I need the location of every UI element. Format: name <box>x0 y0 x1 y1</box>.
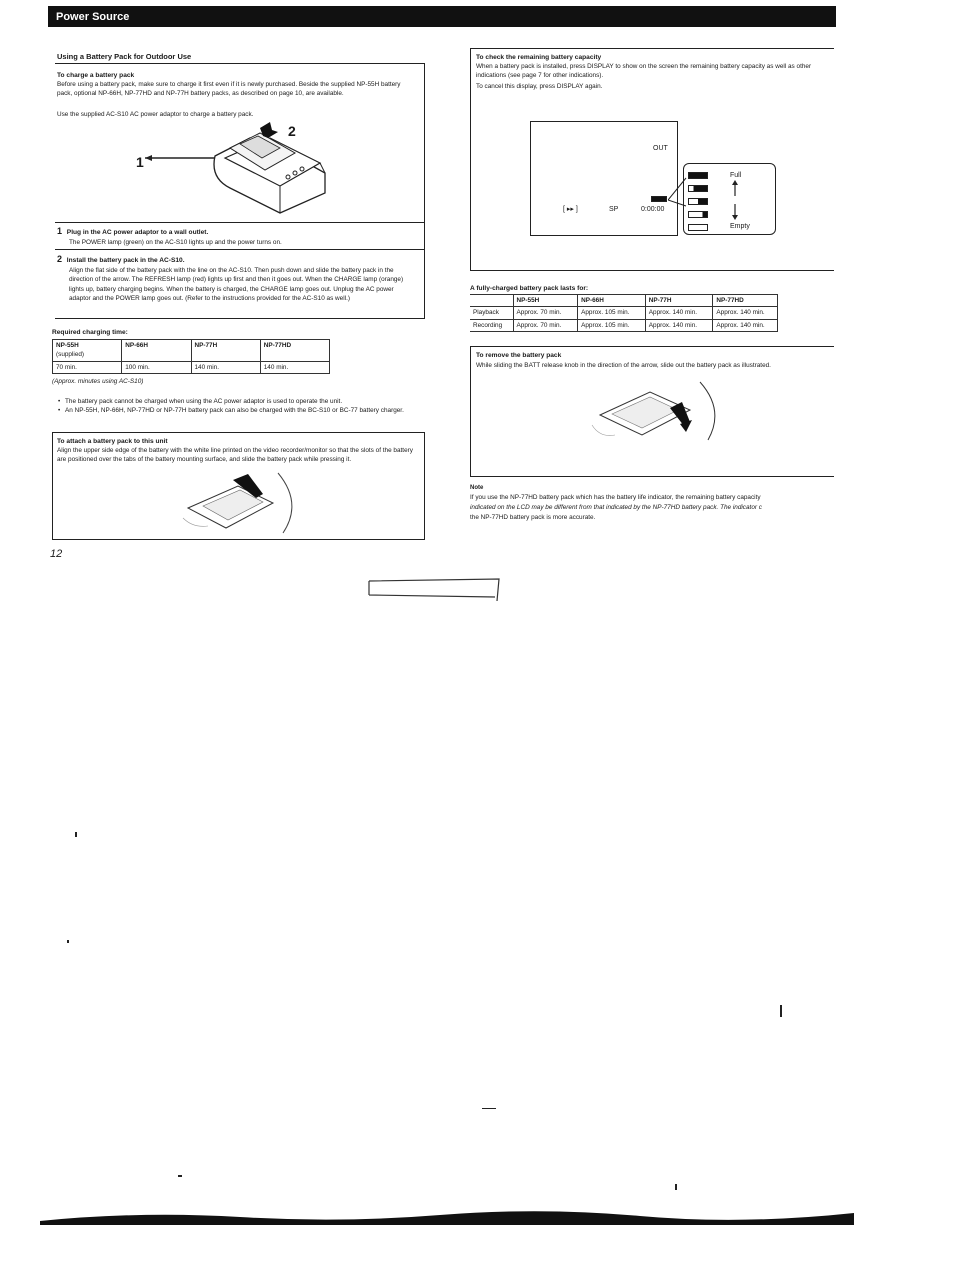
table-cell: Approx. 70 min. <box>513 319 578 331</box>
remove-heading: To remove the battery pack <box>476 352 562 359</box>
battery-gauge-panel <box>683 163 776 235</box>
step-2-title: Install the battery pack in the AC-S10. <box>66 257 185 264</box>
battery-half-icon <box>688 198 708 205</box>
table-cell: Approx. 105 min. <box>578 307 646 319</box>
scan-speck <box>675 1184 677 1190</box>
table-cell: Recording <box>470 319 513 331</box>
table-cell: Approx. 140 min. <box>713 319 778 331</box>
left-section-title: Using a Battery Pack for Outdoor Use <box>57 52 192 61</box>
list-item: • The battery pack cannot be charged when using the AC power adaptor is used to operate the unit. <box>65 397 425 406</box>
remove-rule-bottom <box>470 476 834 477</box>
attach-heading: To attach a battery pack to this unit <box>57 438 168 445</box>
charging-time-table <box>52 339 330 374</box>
remove-rule-top <box>470 346 834 347</box>
charging-notes-list <box>57 397 425 416</box>
charging-supplied-note: (supplied) <box>56 351 85 359</box>
lasts-col-blank <box>470 295 513 307</box>
section-rule <box>55 63 425 64</box>
scan-speck <box>780 1005 782 1017</box>
step-1-text: The POWER lamp (green) on the AC-S10 lights up and the power turns on. <box>69 239 282 247</box>
scan-speck <box>178 1175 182 1177</box>
table-cell: Approx. 140 min. <box>713 307 778 319</box>
scan-speck <box>67 940 69 943</box>
charging-time-heading: Required charging time: <box>52 329 128 336</box>
steps-rule-bottom <box>55 318 425 319</box>
lasts-col-np77hd: NP-77HD <box>713 295 778 307</box>
capacity-text-2: To cancel this display, press DISPLAY again. <box>476 83 603 90</box>
capacity-heading: To check the remaining battery capacity <box>476 54 602 61</box>
lcd-out-label: OUT <box>653 145 668 152</box>
section-header-bar <box>48 6 836 27</box>
lcd-counter: 0:00:00 <box>641 206 665 213</box>
step-1-number: 1 <box>57 226 63 236</box>
table-row <box>470 319 778 331</box>
charge-heading: To charge a battery pack <box>57 72 135 79</box>
battery-three-quarter-icon <box>688 185 708 192</box>
right-rule-left <box>470 48 471 270</box>
lasts-col-np66h: NP-66H <box>578 295 646 307</box>
steps-rule-right <box>424 222 425 318</box>
steps-rule-mid <box>55 249 425 250</box>
note-text-3: the NP-77HD battery pack is more accurate. <box>470 514 596 521</box>
lcd-ff-indicator: [ ▸▸ ] <box>563 206 578 213</box>
battery-life-table <box>470 294 778 332</box>
step-2-text: Align the flat side of the battery pack with the line on the AC-S10. Then push down and slide the battery pack in the direction of the arrow. The REFRESH lamp (red) lights up first and then it goes out. When the CHARGE lamp (orange) lights up, battery charging begins. When the battery is charged, the CHARGE lamp goes out. Unplug the AC power adaptor and the POWER lamp goes out. (Refer to the instructions provided for the AC-S10 as well.) <box>69 267 404 302</box>
steps-rule-top <box>55 222 425 223</box>
charging-col-np77hd: NP-77HD <box>260 340 329 362</box>
lasts-col-np55h: NP-55H <box>513 295 578 307</box>
scan-speck <box>482 1108 496 1109</box>
gauge-full-label: Full <box>730 172 742 179</box>
page-number: 12 <box>50 548 63 560</box>
charging-col-np77h: NP-77H <box>191 340 260 362</box>
charge-text-2: Use the supplied AC-S10 AC power adaptor to charge a battery pack. <box>57 111 254 118</box>
section-header-title: Power Source <box>56 11 130 23</box>
step-1-title: Plug in the AC power adaptor to a wall outlet. <box>66 229 209 236</box>
charging-col-np66h: NP-66H <box>122 340 191 362</box>
remove-illustration <box>590 380 720 450</box>
table-cell: 140 min. <box>260 361 329 373</box>
charger-illustration <box>130 118 340 220</box>
battery-full-icon <box>688 172 708 179</box>
section-rule-vertical <box>424 63 425 223</box>
table-cell: 140 min. <box>191 361 260 373</box>
step-2-number: 2 <box>57 254 63 264</box>
scan-artifact-bottom-edge <box>40 1205 854 1225</box>
attach-text: Align the upper side edge of the battery with the white line printed on the video recorder/monitor so that the slots of the battery are positioned over the tabs of the battery mounting surface, and slide the battery pack while pressing it. <box>57 447 413 464</box>
charging-time-note: (Approx. minutes using AC-S10) <box>52 378 144 385</box>
table-cell: Approx. 140 min. <box>645 307 713 319</box>
capacity-text: When a battery pack is installed, press DISPLAY to show on the screen the remaining battery capacity as well as other indications (see page 7 for other indications). <box>476 63 812 80</box>
remove-text: While sliding the BATT release knob in the direction of the arrow, slide out the battery pack as illustrated. <box>476 362 771 369</box>
table-row <box>53 361 330 373</box>
charge-text: Before using a battery pack, make sure to charge it first even if it is newly purchased. Beside the supplied NP-55H battery pack, optional NP-66H, NP-77HD and NP-77H battery packs, as described on page 10, are available. <box>57 81 401 98</box>
right-rule-top <box>470 48 834 49</box>
battery-empty-icon <box>688 224 708 231</box>
gauge-scale-arrows <box>730 180 740 220</box>
step-1 <box>57 225 419 247</box>
gauge-empty-label: Empty <box>730 223 750 230</box>
remove-rule-left <box>470 346 471 476</box>
lasts-heading: A fully-charged battery pack lasts for: <box>470 285 589 292</box>
lasts-col-np77h: NP-77H <box>645 295 713 307</box>
charging-col-np55h: NP-55H (supplied) <box>53 340 122 362</box>
right-rule-mid <box>470 270 834 271</box>
note-text-2: indicated on the LCD may be different from that indicated by the NP-77HD battery pack. The indicator c <box>470 504 762 511</box>
table-cell: Approx. 70 min. <box>513 307 578 319</box>
lcd-battery-icon <box>651 196 667 202</box>
lcd-sp-indicator: SP <box>609 206 619 213</box>
attach-illustration <box>178 468 298 536</box>
table-cell: Playback <box>470 307 513 319</box>
step-2 <box>57 253 415 303</box>
list-item: • An NP-55H, NP-66H, NP-77HD or NP-77H battery pack can also be charged with the BC-S10 or BC-77 battery charger. <box>65 406 425 415</box>
table-cell: Approx. 105 min. <box>578 319 646 331</box>
scan-speck <box>75 832 77 837</box>
callout-1: 1 <box>136 154 144 170</box>
lcd-screen <box>530 121 678 236</box>
note-heading: Note <box>470 485 484 491</box>
table-row <box>470 307 778 319</box>
callout-2: 2 <box>288 123 296 139</box>
battery-quarter-icon <box>688 211 708 218</box>
table-cell: 100 min. <box>122 361 191 373</box>
table-cell: 70 min. <box>53 361 122 373</box>
table-cell: Approx. 140 min. <box>645 319 713 331</box>
note-text-1: If you use the NP-77HD battery pack which has the battery life indicator, the remaining battery capacity <box>470 494 761 501</box>
scan-artifact-bracket <box>365 575 505 601</box>
